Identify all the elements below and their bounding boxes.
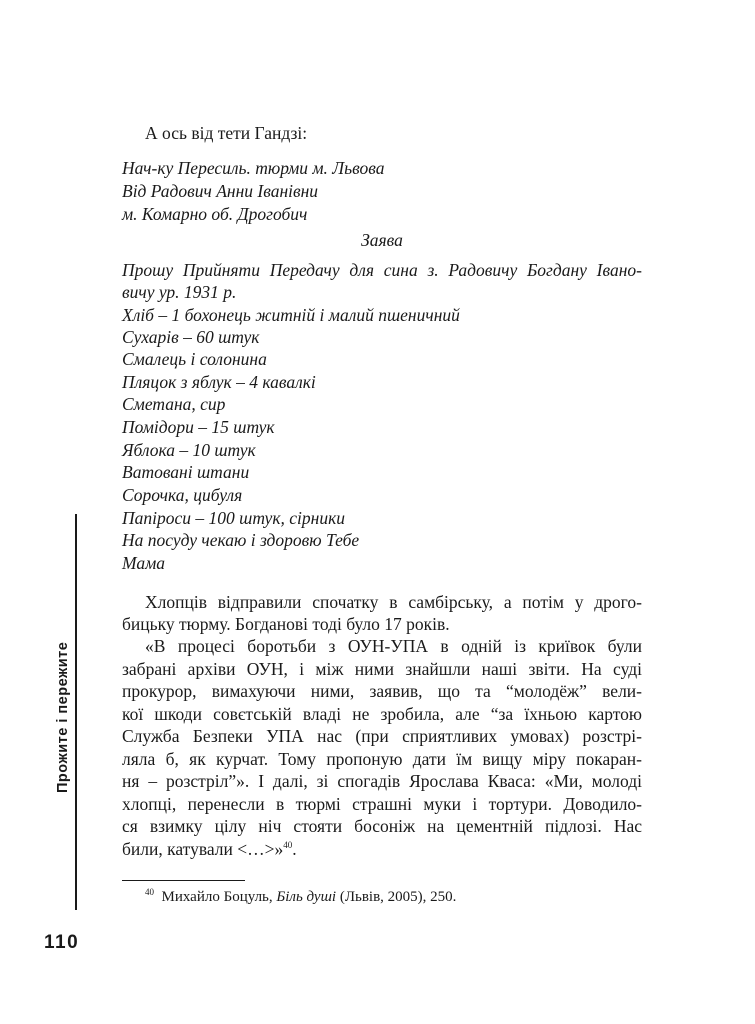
body-line: хлопці, перенесли в тюрмі страшні муки і тортури. Доводило-: [122, 794, 642, 814]
body-line: ня – розстріл”». І далі, зі спогадів Ярослава Кваса: «Ми, молоді: [122, 771, 642, 791]
letter-title: Заява: [361, 230, 403, 250]
letter-item: Смалець і солонина: [122, 349, 267, 369]
body-line: кої шкоди совєтській владі не зробила, але “за їхньою картою: [122, 704, 642, 724]
letter-item: Сметана, сир: [122, 394, 226, 414]
body-line: Хлопців відправили спочатку в самбірську, а потім у дрого-: [145, 592, 642, 612]
footnote-rule: [122, 880, 245, 881]
page-number: 110: [44, 932, 80, 953]
letter-request-line: Прошу Прийняти Передачу для сина з. Радовичу Богдану Івано-: [122, 260, 642, 280]
body-line: ляла б, як курчат. Тому пропоную дати їм вищу міру покаран-: [122, 749, 642, 769]
body-line-last: били, катували <…>»$^{40}$.: [122, 839, 297, 859]
letter-item: Сорочка, цибуля: [122, 485, 243, 505]
letter-item: Хліб – 1 бохонець житній і малий пшеничний: [122, 305, 460, 325]
letter-item: Яблока – 10 штук: [122, 440, 256, 460]
footnote-ref[interactable]: 40: [283, 840, 293, 851]
footnote: [145, 887, 456, 907]
footnote-author: Михайло Боцуль,: [161, 889, 273, 905]
body-line: забрані архіви ОУН, і між ними знайшли наші звіти. На суді: [122, 659, 642, 679]
letter-item: Папіроси – 100 штук, сірники: [122, 508, 346, 528]
letter-signature: Мама: [122, 553, 165, 573]
body-line: «В процесі боротьби з ОУН-УПА в одній із криївок були: [145, 636, 642, 656]
body-line-text: били, катували <…>»: [122, 839, 284, 859]
body-line: ся взимку цілу ніч стояти босоніж на цементній підлозі. Нас: [122, 816, 642, 836]
intro-text: А ось від тети Гандзі:: [145, 123, 308, 143]
body-line: прокурор, вимахуючи ними, заявив, що та “молодёж” вели-: [122, 681, 642, 701]
letter-item: Помідори – 15 штук: [122, 417, 275, 437]
letter-header-line: Нач-ку Пересиль. тюрми м. Львова: [122, 158, 385, 178]
letter-request-line: вичу ур. 1931 р.: [122, 282, 237, 302]
letter-header-line: м. Комарно об. Дрогобич: [122, 204, 308, 224]
footnote-details: (Львів, 2005), 250.: [339, 889, 457, 905]
letter-item: Пляцок з яблук – 4 кавалкі: [122, 372, 316, 392]
running-title: Прожите і пережите: [55, 641, 71, 793]
letter-header-line: Від Радович Анни Іванівни: [122, 181, 319, 201]
letter-item: Ватовані штани: [122, 462, 250, 482]
body-line: Служба Безпеки УПА нас (при сприятливих умовах) розстрі-: [122, 726, 642, 746]
letter-item: На посуду чекаю і здоровю Тебе: [122, 530, 360, 550]
letter-item: Сухарів – 60 штук: [122, 327, 260, 347]
body-line: бицьку тюрму. Богданові тоді було 17 років.: [122, 614, 450, 634]
footnote-number: 40: [145, 887, 154, 897]
footnote-title: Біль душі: [276, 889, 337, 905]
